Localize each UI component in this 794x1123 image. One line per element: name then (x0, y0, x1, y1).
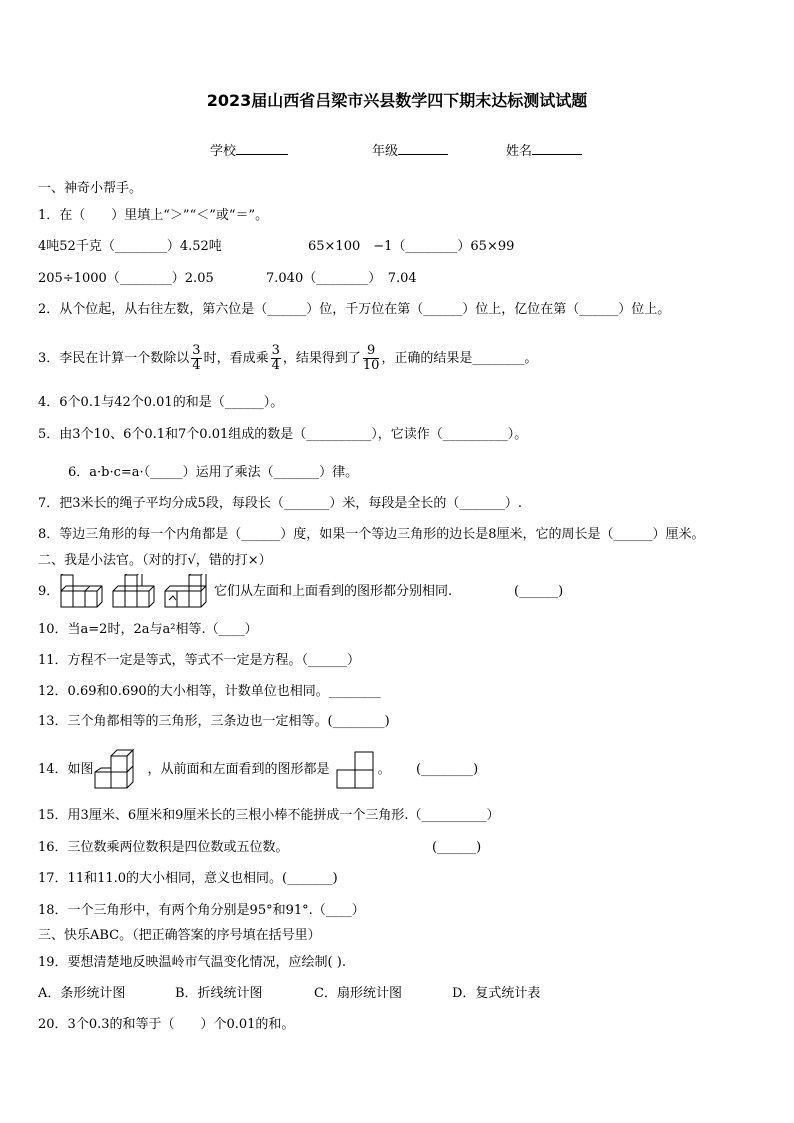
school-blank[interactable] (236, 142, 288, 155)
fraction-3-4-b: $\frac{3}{4}$ (271, 343, 280, 373)
question-1-item-a1: 4吨52千克（________）4.52吨 (38, 239, 222, 254)
question-19-stem: 19．要想清楚地反映温岭市气温变化情况，应绘制( ). (38, 955, 346, 970)
name-blank[interactable] (532, 142, 582, 155)
question-16: 16．三位数乘两位数积是四位数或五位数。 (38, 840, 289, 855)
question-1-item-b1: 205÷1000（________）2.05 (38, 271, 214, 286)
question-3: 3．李民在计算一个数除以 $\frac{3}{4}$ 时，看成乘 $\frac{3}{4}$ ，结果得到了 $\frac{9}{10}$ ，正确的结果是________。 (38, 343, 538, 373)
question-17: 17．11和11.0的大小相同，意义也相同。(_______) (38, 871, 338, 886)
question-16-answer[interactable]: (______) (432, 840, 482, 855)
section-1-heading: 一、神奇小帮手。 (38, 181, 143, 196)
question-9-answer[interactable]: (______) (514, 584, 564, 599)
section-3-heading: 三、快乐ABC。（把正确答案的序号填在括号里） (38, 928, 321, 943)
grade-blank[interactable] (398, 142, 448, 155)
cube-stacks-figure (58, 574, 216, 610)
question-9-number: 9． (38, 584, 60, 599)
question-20: 20．3个0.3的和等于（ ）个0.01的和。 (38, 1017, 295, 1032)
cube-figure-q14 (93, 744, 151, 792)
option-b[interactable]: B．折线统计图 (175, 986, 263, 1001)
question-11: 11．方程不一定是等式，等式不一定是方程。（______） (38, 653, 361, 668)
question-1-stem: 1．在（ ）里填上“＞”“＜”或“＝”。 (38, 208, 269, 223)
question-1-item-b2: 7.040（________） 7.04 (266, 271, 417, 286)
question-7: 7．把3米长的绳子平均分成5段，每段长（_______）米，每段是全长的（_______）. (38, 496, 522, 511)
option-a[interactable]: A．条形统计图 (38, 986, 126, 1001)
question-5: 5．由3个10、6个0.1和7个0.01组成的数是（__________），它读作（__________）。 (38, 427, 528, 442)
section-2-heading: 二、我是小法官。（对的打√，错的打×） (38, 553, 272, 568)
question-9-text: 它们从左面和上面看到的图形都分别相同. (214, 584, 453, 599)
question-8: 8．等边三角形的每一个内角都是（______）度，如果一个等边三角形的边长是8厘米，它的周长是（______）厘米。 (38, 527, 705, 542)
question-2: 2．从个位起，从右往左数，第六位是（______）位，千万位在第（______）位上，亿位在第（______）位上。 (38, 302, 671, 317)
grade-field: 年级 (372, 140, 448, 159)
view-shape-figure (335, 750, 379, 790)
name-field: 姓名 (506, 140, 582, 159)
question-14: 14．如图 ，从前面和左面看到的图形都是 。 (38, 762, 391, 777)
option-d[interactable]: D．复式统计表 (452, 986, 541, 1001)
question-10: 10．当a=2时，2a与a²相等.（____） (38, 622, 258, 637)
question-15: 15．用3厘米、6厘米和9厘米长的三根小棒不能拼成一个三角形.（__________） (38, 808, 500, 823)
question-18: 18．一个三角形中，有两个角分别是95°和91°.（____） (38, 903, 365, 918)
question-6: 6．a·b·c=a·（_____）运用了乘法（_______）律。 (68, 465, 359, 480)
school-field: 学校 (210, 140, 288, 159)
question-14-answer[interactable]: (________) (416, 762, 479, 777)
question-13: 13．三个角都相等的三角形，三条边也一定相等。(________) (38, 714, 390, 729)
fraction-9-10: $\frac{9}{10}$ (362, 343, 380, 373)
page-title: 2023届山西省吕梁市兴县数学四下期末达标测试试题 (206, 91, 588, 110)
question-12: 12．0.69和0.690的大小相等，计数单位也相同。________ (38, 684, 381, 699)
question-4: 4．6个0.1与42个0.01的和是（______）。 (38, 395, 284, 410)
question-1-item-a2: 65×100 −1（________）65×99 (308, 239, 515, 254)
fraction-3-4: $\frac{3}{4}$ (192, 343, 201, 373)
option-c[interactable]: C．扇形统计图 (314, 986, 402, 1001)
